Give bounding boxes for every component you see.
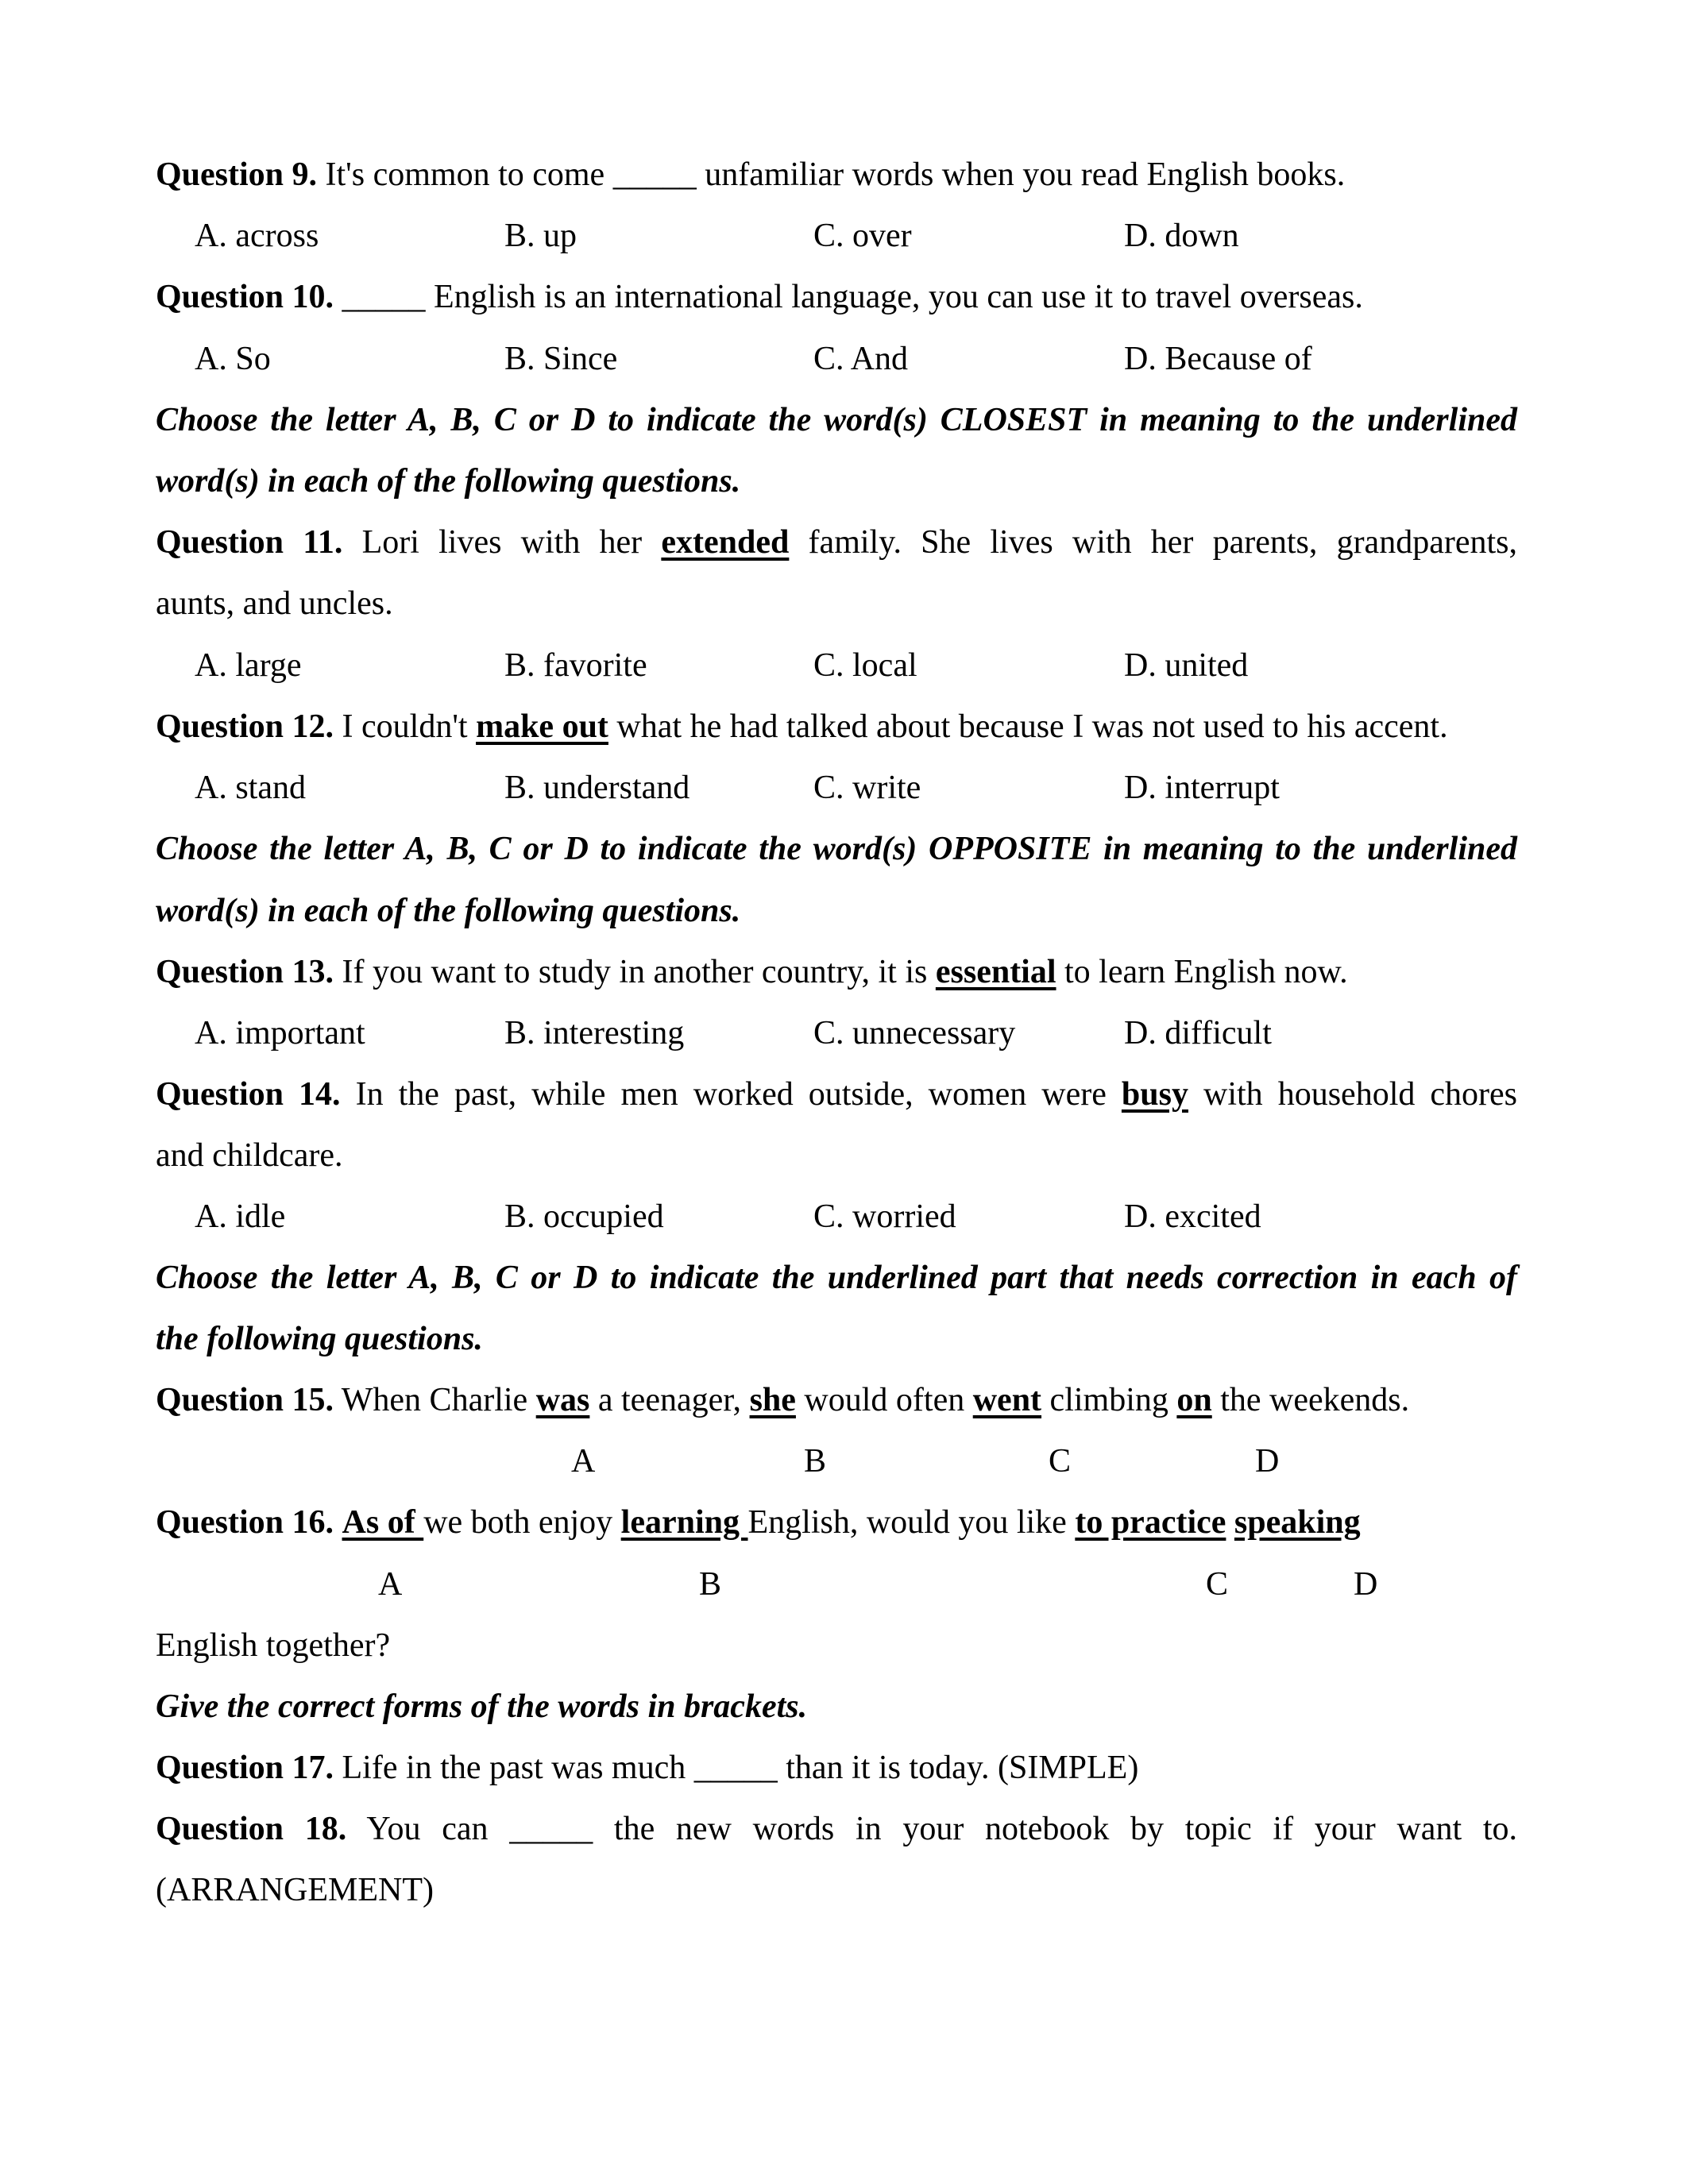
question-11-stem-cont: aunts, and uncles.: [156, 585, 393, 622]
question-15-stem: [156, 1370, 1409, 1431]
underlined-word: extended: [661, 524, 790, 561]
question-16-stem: [156, 1492, 1361, 1553]
stem-text: When Charlie: [334, 1382, 536, 1418]
part-label-c: C: [1206, 1566, 1229, 1603]
question-18-stem: [156, 1799, 1517, 1860]
stem-text: family. She lives with her parents, grandparents,: [789, 524, 1517, 561]
stem-text: [1226, 1504, 1234, 1541]
stem-text: than it is today. (SIMPLE): [777, 1750, 1139, 1786]
option-a: A. across: [195, 218, 319, 254]
option-b: B. Since: [504, 341, 618, 377]
stem-text: to learn English now.: [1056, 954, 1348, 990]
underlined-part-c: went: [972, 1382, 1042, 1418]
option-d: D. difficult: [1124, 1015, 1272, 1051]
stem-text: the new words in your notebook by topic if your want to.: [593, 1811, 1517, 1847]
section-instruction-correction: Choose the letter A, B, C or D to indicate the underlined part that needs correction in each of: [156, 1260, 1517, 1296]
part-label-d: D: [1354, 1566, 1378, 1603]
option-c: C. local: [813, 647, 917, 684]
stem-text: I couldn't: [334, 708, 477, 745]
option-b: B. understand: [504, 770, 690, 806]
option-c: C. over: [813, 218, 912, 254]
question-number: Question 18.: [156, 1811, 347, 1847]
part-label-b: B: [804, 1443, 827, 1480]
question-18-stem-cont: (ARRANGEMENT): [156, 1872, 434, 1908]
stem-text: with household chores: [1188, 1076, 1517, 1113]
question-17-stem: [156, 1738, 1138, 1799]
question-number: Question 12.: [156, 708, 334, 745]
answer-blank: _____: [612, 156, 697, 193]
underlined-part-a: As of: [342, 1504, 424, 1541]
option-a: A. idle: [195, 1198, 286, 1235]
part-label-d: D: [1255, 1443, 1280, 1480]
part-label-c: C: [1049, 1443, 1072, 1480]
option-d: D. interrupt: [1124, 770, 1280, 806]
stem-text: English is an international language, you can use it to travel overseas.: [425, 279, 1363, 315]
option-c: C. worried: [813, 1198, 956, 1235]
underlined-part-c: to practice: [1075, 1504, 1226, 1541]
stem-text: If you want to study in another country, it is: [334, 954, 936, 990]
section-instruction-word-forms: Give the correct forms of the words in brackets.: [156, 1688, 808, 1725]
stem-text: a teenager,: [589, 1382, 750, 1418]
part-label-a: A: [571, 1443, 596, 1480]
option-d: D. down: [1124, 218, 1239, 254]
underlined-part-d: on: [1176, 1382, 1212, 1418]
underlined-word: make out: [476, 708, 608, 745]
option-a: A. large: [195, 647, 302, 684]
section-instruction-opposite-cont: word(s) in each of the following questions.: [156, 893, 741, 929]
stem-text: climbing: [1041, 1382, 1177, 1418]
question-14-stem-cont: and childcare.: [156, 1137, 343, 1174]
question-9-stem: [156, 145, 1345, 206]
section-instruction-opposite: Choose the letter A, B, C or D to indicate the word(s) OPPOSITE in meaning to the underlined: [156, 831, 1517, 867]
question-13-stem: [156, 942, 1348, 1003]
answer-blank: _____: [693, 1750, 778, 1786]
question-number: Question 9.: [156, 156, 318, 193]
question-number: Question 15.: [156, 1382, 334, 1418]
underlined-word: essential: [935, 954, 1056, 990]
option-c: C. And: [813, 341, 909, 377]
question-number: Question 13.: [156, 954, 334, 990]
option-a: A. So: [195, 341, 271, 377]
question-10-stem: [156, 267, 1363, 328]
question-number: Question 14.: [156, 1076, 341, 1113]
answer-blank: _____: [334, 279, 426, 315]
section-instruction-correction-cont: the following questions.: [156, 1321, 483, 1357]
underlined-part-a: was: [535, 1382, 590, 1418]
option-a: A. stand: [195, 770, 306, 806]
underlined-part-b: she: [749, 1382, 796, 1418]
stem-text: It's common to come: [317, 156, 613, 193]
question-11-stem: [156, 512, 1517, 573]
stem-text: Lori lives with her: [342, 524, 662, 561]
question-number: Question 11.: [156, 524, 343, 561]
stem-text: unfamiliar words when you read English books.: [696, 156, 1346, 193]
question-16-stem-cont: English together?: [156, 1627, 391, 1664]
part-label-a: A: [378, 1566, 403, 1603]
option-c: C. unnecessary: [813, 1015, 1016, 1051]
question-14-stem: [156, 1064, 1517, 1125]
part-label-b: B: [699, 1566, 722, 1603]
underlined-part-d: speaking: [1234, 1504, 1361, 1541]
option-d: D. excited: [1124, 1198, 1261, 1235]
option-b: B. occupied: [504, 1198, 664, 1235]
stem-text: In the past, while men worked outside, women were: [340, 1076, 1122, 1113]
stem-text: would often: [795, 1382, 973, 1418]
stem-text: the weekends.: [1211, 1382, 1410, 1418]
stem-text: Life in the past was much: [334, 1750, 694, 1786]
stem-text: what he had talked about because I was not used to his accent.: [608, 708, 1448, 745]
underlined-part-b: learning: [620, 1504, 748, 1541]
option-d: D. united: [1124, 647, 1249, 684]
option-b: B. favorite: [504, 647, 647, 684]
question-number: Question 10.: [156, 279, 334, 315]
option-b: B. interesting: [504, 1015, 685, 1051]
option-a: A. important: [195, 1015, 365, 1051]
stem-text: we both enjoy: [423, 1504, 621, 1541]
question-number: Question 17.: [156, 1750, 334, 1786]
section-instruction-closest-cont: word(s) in each of the following questions.: [156, 463, 741, 500]
question-12-stem: [156, 696, 1448, 758]
question-number: Question 16.: [156, 1504, 334, 1541]
answer-blank: _____: [509, 1811, 593, 1847]
stem-text: You can: [346, 1811, 510, 1847]
option-b: B. up: [504, 218, 577, 254]
option-c: C. write: [813, 770, 921, 806]
underlined-word: busy: [1121, 1076, 1188, 1113]
option-d: D. Because of: [1124, 341, 1312, 377]
stem-text: English, would you like: [747, 1504, 1076, 1541]
section-instruction-closest: Choose the letter A, B, C or D to indicate the word(s) CLOSEST in meaning to the underlined: [156, 402, 1517, 438]
